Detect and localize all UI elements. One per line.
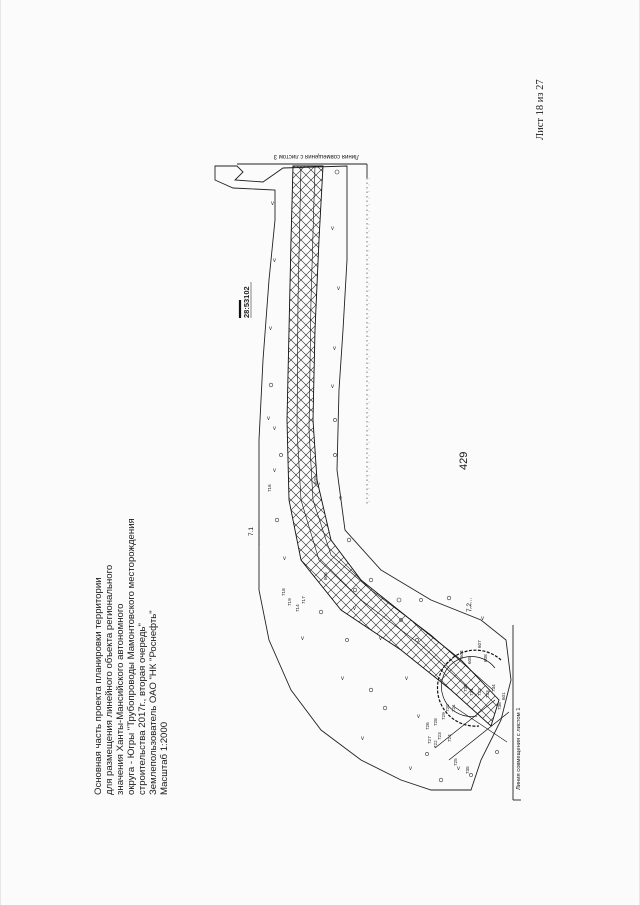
zone-label-7-2 bbox=[466, 598, 473, 612]
svg-text:v: v bbox=[341, 676, 344, 682]
svg-text:v: v bbox=[267, 416, 270, 422]
planning-sheet bbox=[1, 0, 640, 905]
point-label: 714 bbox=[295, 604, 300, 612]
point-label: 730 bbox=[463, 684, 468, 692]
page-number: 429 bbox=[458, 451, 470, 470]
point-label: 732 bbox=[477, 688, 482, 696]
point-label: 726 bbox=[425, 722, 430, 730]
point-label: 729 bbox=[441, 712, 446, 720]
svg-text:v: v bbox=[353, 606, 356, 612]
svg-text:v: v bbox=[269, 326, 272, 332]
point-label: 720 bbox=[445, 704, 450, 712]
svg-text:v: v bbox=[457, 766, 460, 772]
point-label: 731 bbox=[469, 688, 474, 696]
zone-label-7-1 bbox=[248, 527, 259, 545]
svg-text:v: v bbox=[339, 496, 342, 502]
point-label: 736 bbox=[497, 702, 502, 710]
svg-text:v: v bbox=[405, 676, 408, 682]
svg-text:v: v bbox=[301, 636, 304, 642]
sheet-label: Лист 18 из 27 bbox=[535, 79, 546, 140]
svg-text:v: v bbox=[417, 714, 420, 720]
cadastral-label bbox=[240, 282, 251, 318]
point-label: 717 bbox=[301, 596, 306, 604]
svg-text:v: v bbox=[273, 426, 276, 432]
svg-text:v: v bbox=[331, 226, 334, 232]
point-label: 723 bbox=[437, 732, 442, 740]
point-label: 609 bbox=[313, 476, 318, 484]
svg-text:v: v bbox=[333, 346, 336, 352]
caption-line: значения Ханты-Мансийского автономного bbox=[115, 603, 126, 795]
svg-text:v: v bbox=[317, 482, 320, 488]
point-label: 733 bbox=[485, 690, 490, 698]
svg-text:v: v bbox=[273, 258, 276, 264]
point-label: 724 bbox=[447, 734, 452, 742]
point-label: 604 bbox=[459, 650, 464, 658]
svg-text:7.1: 7.1 bbox=[248, 526, 255, 536]
point-label: 722 bbox=[433, 740, 438, 748]
match-line-top-label: Линия совмещения с листом 3 bbox=[273, 153, 359, 159]
point-label: 728 bbox=[433, 718, 438, 726]
point-label: 606 bbox=[323, 572, 328, 580]
svg-text:v: v bbox=[361, 736, 364, 742]
caption-line: Основная часть проекта планировки территории bbox=[93, 577, 104, 795]
svg-text:v: v bbox=[331, 384, 334, 390]
svg-text:v: v bbox=[273, 468, 276, 474]
svg-text:v: v bbox=[271, 201, 274, 207]
caption-line: Масштаб 1:2000 bbox=[159, 721, 170, 795]
svg-text:v: v bbox=[337, 286, 340, 292]
point-label: 725 bbox=[453, 758, 458, 766]
point-label: 605 bbox=[467, 656, 472, 664]
point-label: 727 bbox=[427, 736, 432, 744]
point-label: 607 bbox=[477, 640, 482, 648]
caption-line: округа - Югры "Трубопроводы Мамонтовского месторождения bbox=[126, 518, 137, 795]
point-label: 718 bbox=[281, 588, 286, 596]
caption-line: для размещения линейного объекта регионального bbox=[104, 564, 115, 795]
pipeline-corridor bbox=[287, 166, 499, 726]
svg-text:v: v bbox=[481, 616, 484, 622]
svg-text:v: v bbox=[379, 636, 382, 642]
point-label: 735 bbox=[465, 766, 470, 774]
point-label: 601 bbox=[501, 692, 506, 700]
svg-text:v: v bbox=[283, 556, 286, 562]
match-line-bottom bbox=[513, 625, 522, 800]
point-label: 716 bbox=[267, 484, 272, 492]
point-label: 734 bbox=[491, 684, 496, 692]
cadastral-number: 28:53102 bbox=[242, 286, 251, 318]
match-line-bottom-label: Линия совмещения с листом 1 bbox=[516, 707, 522, 790]
point-label: 608 bbox=[483, 654, 488, 662]
caption-block bbox=[93, 518, 170, 795]
right-boundary bbox=[367, 178, 369, 505]
point-label: 721 bbox=[451, 704, 456, 712]
caption-line: строительства 2017г., вторая очередь" bbox=[137, 623, 148, 795]
point-label: 719 bbox=[287, 598, 292, 606]
svg-text:7.2: 7.2 bbox=[466, 602, 473, 612]
svg-text:v: v bbox=[409, 766, 412, 772]
caption-line: Землепользователь ОАО "НК "Роснефть" bbox=[148, 610, 159, 795]
